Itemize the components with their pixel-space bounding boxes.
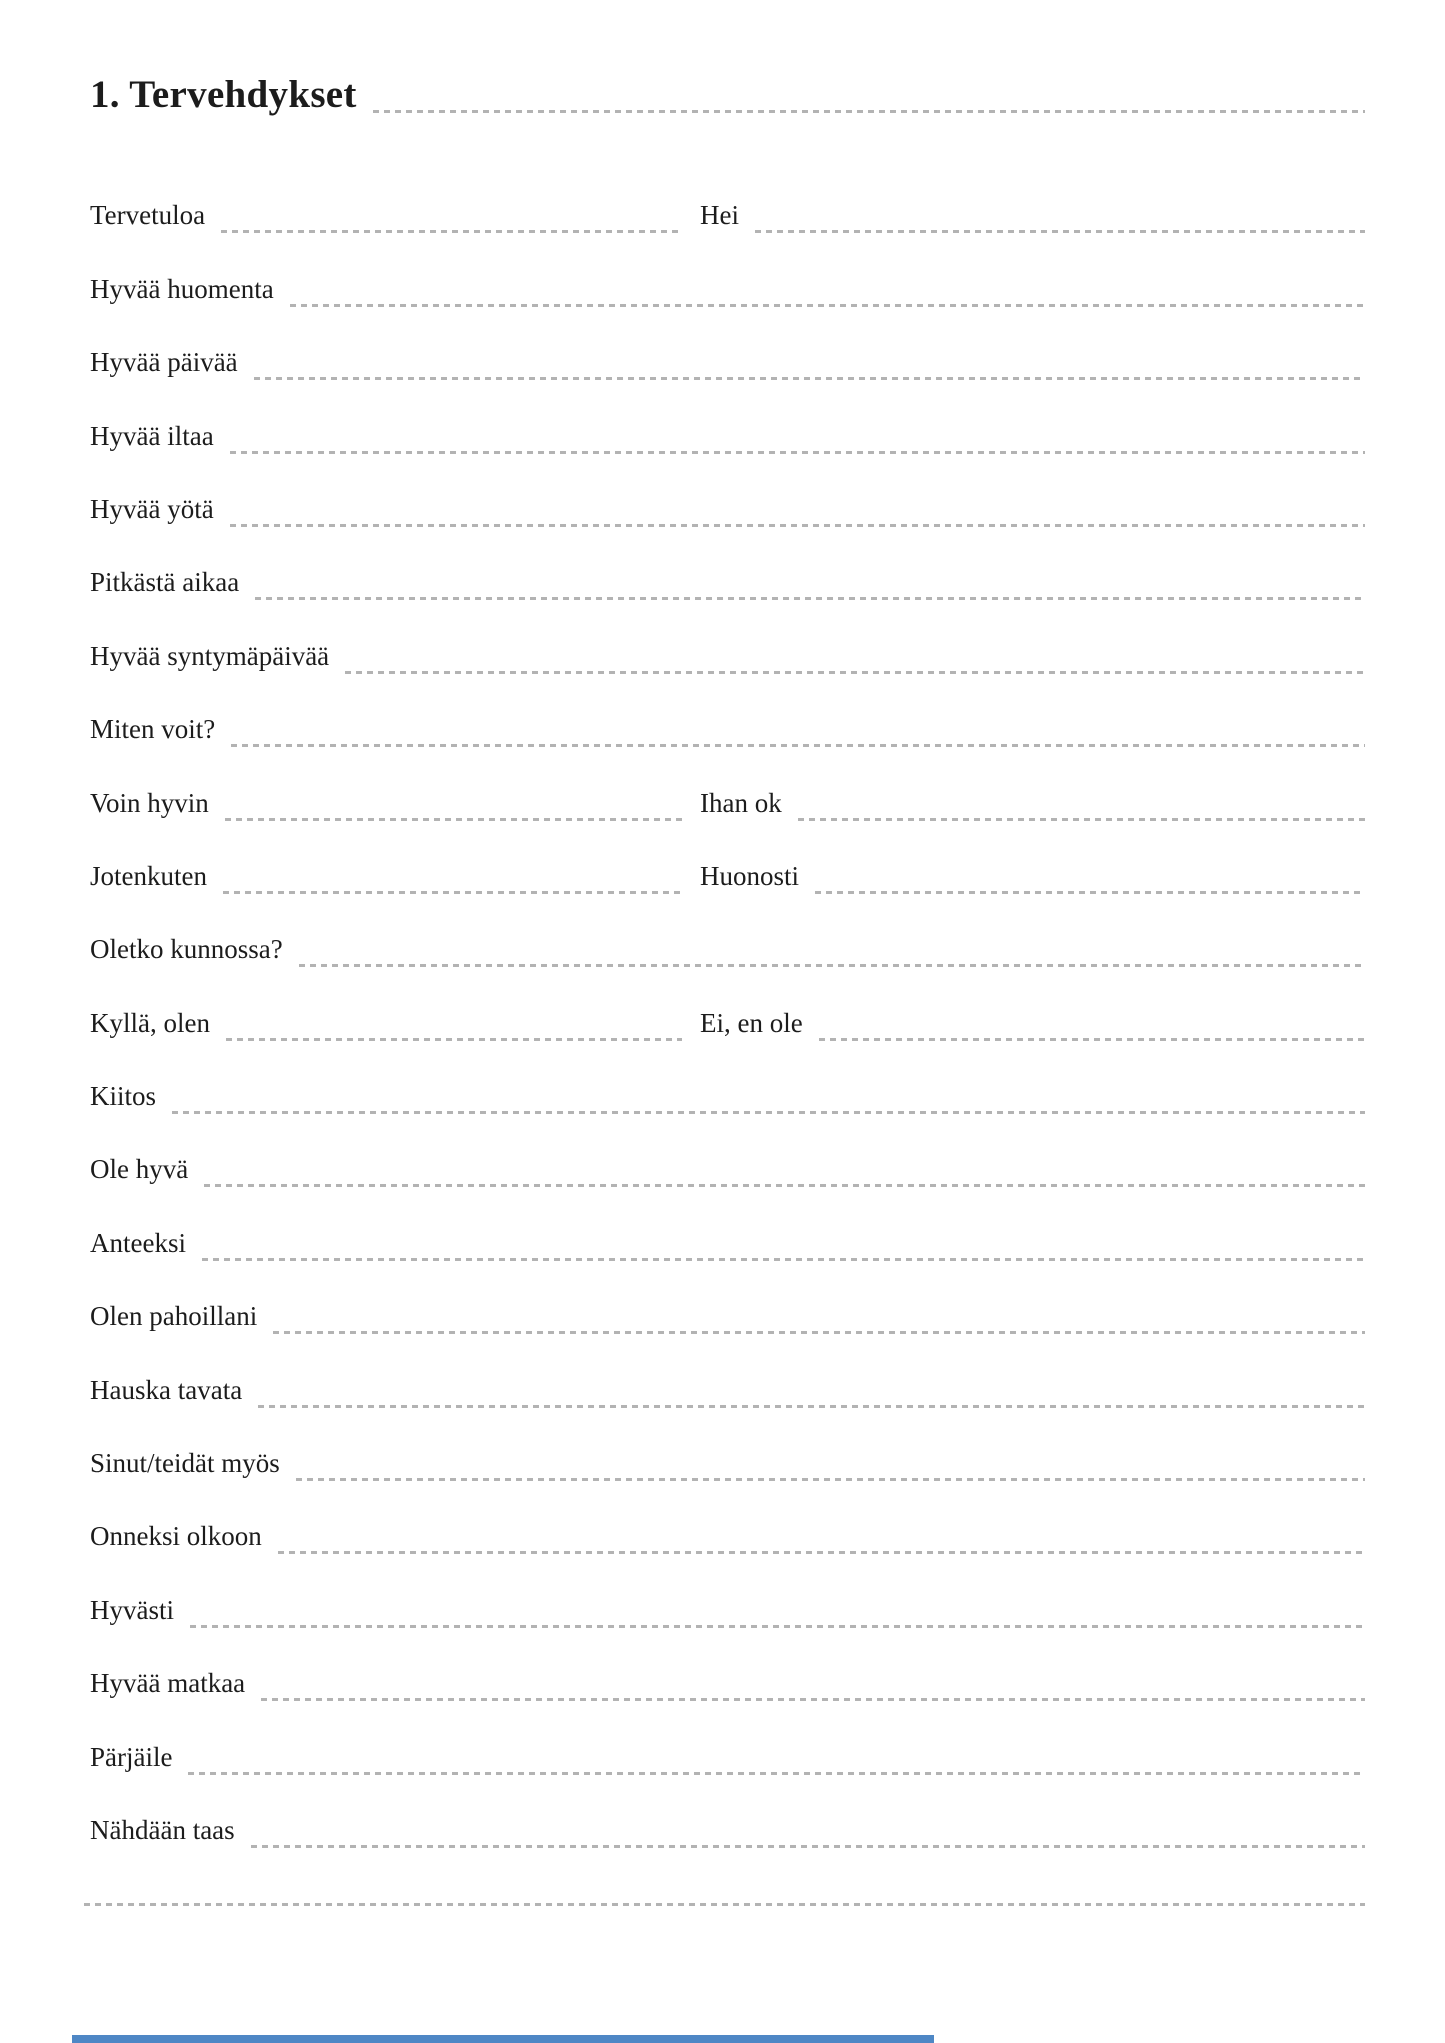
answer-dotted-line xyxy=(223,891,682,894)
phrase-cell xyxy=(90,1594,1365,1632)
answer-dotted-line xyxy=(278,1551,1365,1554)
footer-accent-bar xyxy=(72,2035,934,2043)
answer-dotted-line xyxy=(230,451,1365,454)
phrase-row xyxy=(90,678,1365,751)
phrase-label: Ihan ok xyxy=(700,787,782,818)
phrase-row xyxy=(90,1779,1365,1852)
phrase-row xyxy=(90,237,1365,310)
answer-dotted-line xyxy=(172,1111,1365,1114)
phrase-label: Tervetuloa xyxy=(90,200,206,231)
phrase-label: Hyvää syntymäpäivää xyxy=(90,640,330,671)
phrase-cell xyxy=(90,569,1365,604)
answer-dotted-line xyxy=(221,230,682,233)
answer-dotted-line xyxy=(345,671,1365,674)
answer-dotted-line xyxy=(296,1478,1365,1481)
phrase-row xyxy=(90,384,1365,457)
phrase-label: Ole hyvä xyxy=(90,1154,189,1185)
phrase-row xyxy=(90,898,1365,971)
phrase-row xyxy=(90,1045,1365,1118)
phrase-label: Sinut/teidät myös xyxy=(90,1448,280,1479)
answer-dotted-line xyxy=(225,818,682,821)
answer-dotted-line xyxy=(273,1331,1365,1334)
title-dotted-line xyxy=(373,110,1365,113)
phrase-label: Miten voit? xyxy=(90,714,216,745)
answer-dotted-line xyxy=(190,1625,1365,1628)
phrase-label: Olen pahoillani xyxy=(90,1301,258,1332)
answer-dotted-line xyxy=(290,304,1365,307)
phrase-row xyxy=(90,1412,1365,1485)
phrase-label: Hei xyxy=(700,200,739,231)
phrase-row xyxy=(90,458,1365,531)
answer-dotted-line xyxy=(755,230,1365,233)
phrase-row xyxy=(90,1118,1365,1191)
answer-dotted-line xyxy=(188,1772,1365,1775)
phrase-cell xyxy=(90,1083,1365,1118)
phrase-label: Hyvää yötä xyxy=(90,493,214,524)
phrase-cell xyxy=(90,1156,1365,1191)
phrase-row xyxy=(90,311,1365,384)
phrase-row xyxy=(90,751,1365,824)
phrase-cell xyxy=(90,1374,1365,1412)
answer-dotted-line xyxy=(251,1845,1365,1848)
answer-dotted-line xyxy=(299,964,1365,967)
phrase-row xyxy=(90,1191,1365,1264)
phrase-label: Pärjäile xyxy=(90,1741,173,1772)
phrase-label: Hauska tavata xyxy=(90,1374,243,1405)
phrase-cell xyxy=(90,202,682,237)
phrase-label: Hyvästi xyxy=(90,1594,174,1625)
phrase-cell xyxy=(90,936,1365,971)
phrase-cell xyxy=(90,1741,1365,1779)
phrase-cell xyxy=(700,1007,1365,1045)
answer-dotted-line xyxy=(204,1184,1365,1187)
phrase-row xyxy=(90,164,1365,237)
answer-dotted-line xyxy=(231,744,1365,747)
answer-dotted-line xyxy=(254,377,1365,380)
answer-dotted-line xyxy=(230,524,1365,527)
phrase-row xyxy=(90,1558,1365,1631)
phrase-row xyxy=(90,1338,1365,1411)
answer-dotted-line xyxy=(226,1038,682,1041)
phrase-list xyxy=(90,164,1365,1852)
phrase-cell xyxy=(90,349,1365,384)
phrase-label: Nähdään taas xyxy=(90,1814,235,1845)
phrase-row xyxy=(90,825,1365,898)
phrase-label: Ei, en ole xyxy=(700,1007,803,1038)
answer-dotted-line xyxy=(815,891,1365,894)
phrase-cell xyxy=(90,860,682,898)
phrase-label: Kyllä, olen xyxy=(90,1007,210,1038)
footer-dotted-line xyxy=(84,1903,1365,1906)
phrase-label: Hyvää päivää xyxy=(90,347,238,378)
phrase-cell xyxy=(700,787,1365,825)
phrase-cell xyxy=(90,640,1365,678)
phrase-label: Pitkästä aikaa xyxy=(90,567,240,598)
phrase-cell xyxy=(90,1670,1365,1705)
section-title: 1. Tervehdykset xyxy=(90,73,357,116)
phrase-label: Onneksi olkoon xyxy=(90,1521,262,1552)
answer-dotted-line xyxy=(255,597,1365,600)
phrase-cell xyxy=(90,1450,1365,1485)
phrase-label: Huonosti xyxy=(700,860,800,891)
phrase-cell xyxy=(90,1007,682,1045)
section-header xyxy=(90,72,1365,118)
phrase-row xyxy=(90,1485,1365,1558)
phrase-row xyxy=(90,1705,1365,1778)
answer-dotted-line xyxy=(819,1038,1365,1041)
answer-dotted-line xyxy=(261,1698,1365,1701)
phrase-cell xyxy=(700,860,1365,898)
phrase-label: Voin hyvin xyxy=(90,787,209,818)
phrase-row xyxy=(90,531,1365,604)
phrase-label: Hyvää huomenta xyxy=(90,273,274,304)
answer-dotted-line xyxy=(798,818,1365,821)
phrase-cell xyxy=(90,1303,1365,1338)
phrase-label: Anteeksi xyxy=(90,1227,186,1258)
phrase-label: Hyvää iltaa xyxy=(90,420,214,451)
phrase-cell xyxy=(90,787,682,825)
phrase-label: Hyvää matkaa xyxy=(90,1668,246,1699)
answer-dotted-line xyxy=(202,1258,1365,1261)
phrase-row xyxy=(90,1632,1365,1705)
answer-dotted-line xyxy=(258,1405,1365,1408)
phrase-cell xyxy=(90,1523,1365,1558)
phrase-label: Kiitos xyxy=(90,1081,157,1112)
phrase-cell xyxy=(90,493,1365,531)
phrase-cell xyxy=(90,716,1365,751)
phrase-label: Oletko kunnossa? xyxy=(90,934,283,965)
phrase-cell xyxy=(90,1227,1365,1265)
phrase-cell xyxy=(90,1814,1365,1852)
phrase-row xyxy=(90,604,1365,677)
phrase-label: Jotenkuten xyxy=(90,860,207,891)
phrase-cell xyxy=(90,273,1365,311)
phrase-cell xyxy=(90,420,1365,458)
phrase-row xyxy=(90,971,1365,1044)
phrase-row xyxy=(90,1265,1365,1338)
phrase-cell xyxy=(700,202,1365,237)
